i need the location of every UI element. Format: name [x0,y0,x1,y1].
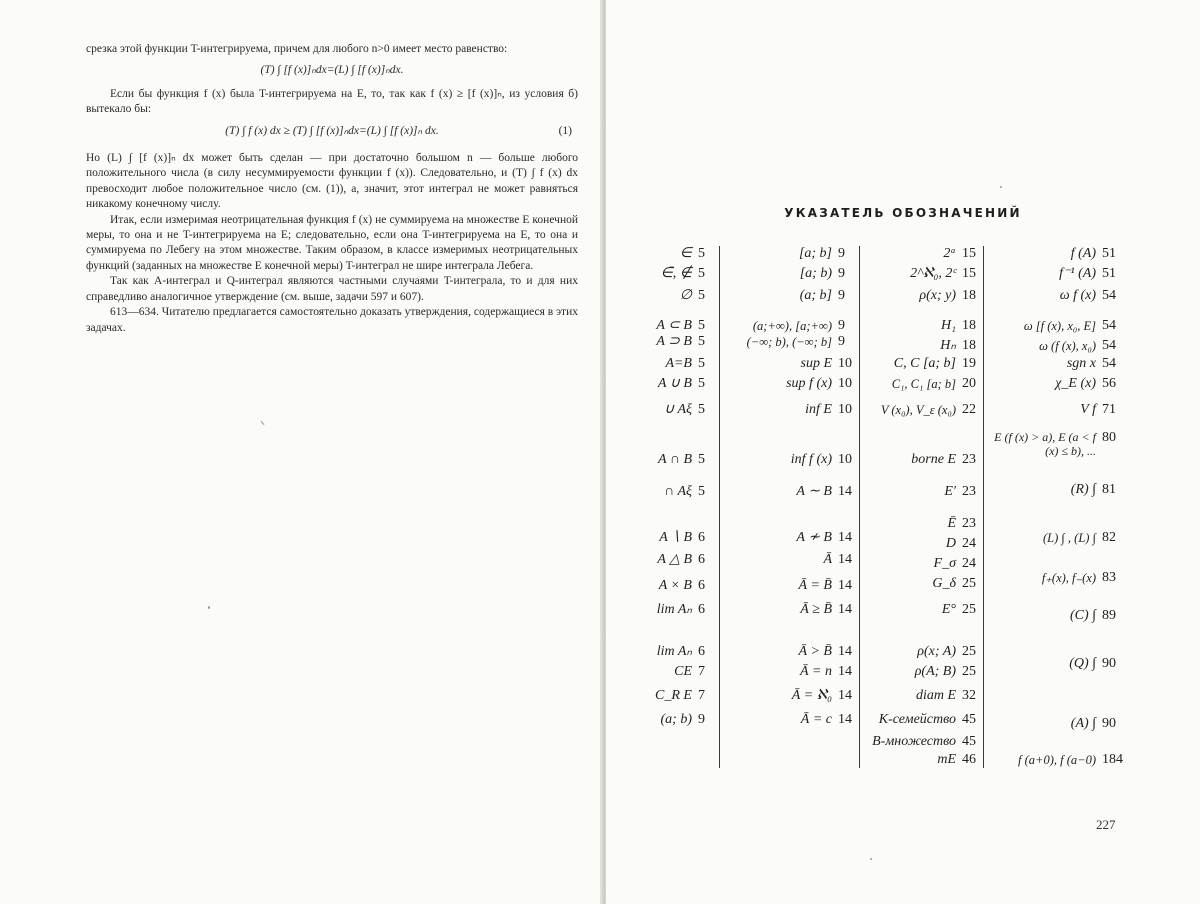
index-page-number: 184 [1102,752,1123,767]
index-symbol: A ⊃ B [656,334,692,349]
index-page-number: 5 [698,484,705,499]
index-entry [720,484,858,500]
index-symbol: Ā = n [800,664,832,679]
index-entry [860,266,982,282]
index-symbol: 2^ℵ₀, 2ᶜ [910,266,956,281]
index-symbol: sup f (x) [786,376,832,391]
index-symbol: (Q) ∫ [1069,656,1096,671]
index-page-number: 10 [838,402,852,417]
index-symbol: C, C [a; b] [893,356,956,371]
index-page-number: 54 [1102,288,1116,303]
index-page-number: 10 [838,356,852,371]
index-page-number: 18 [962,288,976,303]
index-page-number: 14 [838,664,852,679]
index-symbol: D [945,536,956,551]
index-page-number: 7 [698,688,705,703]
index-symbol: E° [941,602,956,617]
index-page-number: 45 [962,734,976,749]
paragraph-3: Но (L) ∫ [f (x)]ₙ dx может быть сделан — при достаточно большом n — больше любого положительного числа (в силу несуммируемости функции f (x)). Следовательно, и (T) ∫ f (x) dx превосходит любое положительное число (см. (1)), а, значит, этот интеграл не может равняться никакому конечному числу. [86,152,578,211]
index-entry [630,318,718,334]
index-page-number: 10 [838,376,852,391]
scan-speck [260,420,265,425]
index-page-number: 83 [1102,570,1116,585]
index-entry [630,246,718,262]
index-page-number: 5 [698,452,705,467]
index-entry [984,338,1124,354]
index-entry [984,288,1124,304]
index-symbol: lim Aₙ [656,602,692,617]
index-entry [720,644,858,660]
index-symbol: H₁ [941,318,956,333]
index-page-number: 51 [1102,266,1116,281]
index-symbol: ∈̄, ∉ [660,266,692,281]
index-entry [860,712,982,728]
index-symbol: A ∼ B [796,484,832,499]
index-symbol: (−∞; b), (−∞; b] [746,335,832,349]
index-symbol: A=B [665,356,692,371]
index-entry [860,246,982,262]
index-entry [720,552,858,568]
index-symbol: (C) ∫ [1070,608,1096,623]
equation-number: (1) [558,124,572,137]
index-page-number: 54 [1102,338,1116,353]
index-symbol: V f [1080,402,1096,417]
index-symbol: Hₙ [940,338,956,353]
index-page-number: 71 [1102,402,1116,417]
column-rule [859,246,860,768]
index-entry [630,644,718,660]
index-entry [630,356,718,372]
index-page-number: 10 [838,452,852,467]
index-entry [860,556,982,572]
index-page-number: 15 [962,246,976,261]
index-entry [860,644,982,660]
index-symbol: f (A) [1070,246,1096,261]
index-page-number: 9 [838,246,845,261]
index-entry [630,288,718,304]
index-page-number: 5 [698,334,705,349]
index-entry [720,334,858,350]
index-page-number: 24 [962,556,976,571]
index-entry [984,482,1124,498]
index-symbol: (a; b) [660,712,692,727]
index-entry [630,664,718,680]
index-entry [630,578,718,594]
index-entry [984,356,1124,372]
index-symbol: C_R E [655,688,692,703]
index-symbol: A △ B [657,552,692,567]
index-entry [720,288,858,304]
index-page-number: 6 [698,552,705,567]
index-page-number: 23 [962,452,976,467]
index-symbol: B-множество [872,734,956,749]
scan-speck [208,606,210,609]
index-page-number: 9 [838,288,845,303]
index-entry [720,402,858,418]
index-entry [630,402,718,418]
paragraph-5: Так как A-интеграл и Q-интеграл являются частными случаями T-интеграла, то и для них справедливо аналогичное утверждение (см. выше, задачи 597 и 607). [86,275,578,303]
index-entry [630,712,718,728]
index-entry [720,712,858,728]
index-symbol: Ā = c [800,712,832,727]
index-symbol: (L) ∫ , (L) ∫ [1042,531,1096,545]
index-entry [984,376,1124,392]
index-symbol: Ā [823,552,832,567]
index-page-number: 14 [838,552,852,567]
index-symbol: ∪ Aξ [663,402,692,417]
index-symbol: A ⊂ B [656,318,692,333]
index-page-number: 15 [962,266,976,281]
index-symbol: f (a+0), f (a−0) [1018,753,1096,767]
index-page-number: 9 [838,318,845,333]
index-symbol: Ā = ℵ₀ [791,688,832,703]
paragraph-2: Если бы функция f (x) была T-интегрируема на E, то, так как f (x) ≥ [f (x)]ₙ, из условия б) вытекало бы: [86,87,578,116]
paragraph-6: 613—634. Читателю предлагается самостоятельно доказать утверждения, содержащиеся в этих задачах. [86,306,578,334]
index-entry [984,656,1124,672]
index-entry [984,318,1124,334]
index-page-number: 25 [962,576,976,591]
index-page-number: 7 [698,664,705,679]
index-symbol: diam E [915,688,956,703]
index-entry [860,376,982,392]
index-symbol: Ē [947,516,956,531]
column-rule [719,246,720,768]
index-page-number: 5 [698,288,705,303]
index-page-number: 23 [962,516,976,531]
index-entry [860,484,982,500]
formula-1-text: (T) ∫ [f (x)]ₙdx=(L) ∫ [f (x)]ₙdx. [260,64,404,77]
index-entry [860,516,982,532]
index-title: УКАЗАТЕЛЬ ОБОЗНАЧЕНИЙ [784,206,1022,220]
index-page-number: 25 [962,644,976,659]
index-entry [860,288,982,304]
index-symbol: ω [f (x), x₀, E] [1023,319,1096,333]
index-symbol: (a;+∞), [a;+∞) [752,319,832,333]
index-symbol: A ∪ B [657,376,692,391]
index-page-number: 14 [838,530,852,545]
index-page-number: 14 [838,712,852,727]
index-symbol: f₊(x), f₋(x) [1041,571,1096,585]
index-page-number: 25 [962,602,976,617]
index-page-number: 14 [838,644,852,659]
index-page-number: 54 [1102,318,1116,333]
index-page-number: 45 [962,712,976,727]
index-symbol: C₁, C₁ [a; b] [891,377,956,391]
index-page-number: 82 [1102,530,1116,545]
index-entry [630,530,718,546]
index-symbol: ω f (x) [1059,288,1096,303]
index-entry [860,338,982,354]
index-symbol: inf E [805,402,832,417]
index-entry [860,318,982,334]
index-entry [630,602,718,618]
index-page-number: 14 [838,688,852,703]
index-symbol: f⁻¹ (A) [1059,266,1096,281]
formula-2 [86,124,578,139]
formula-1 [86,63,578,78]
index-entry [860,402,982,418]
index-entry [860,664,982,680]
index-symbol: (A) ∫ [1070,716,1096,731]
index-symbol: mE [937,752,956,767]
index-entry [860,576,982,592]
index-entry [860,602,982,618]
index-entry [720,266,858,282]
index-symbol: lim Aₙ [656,644,692,659]
index-entry [860,688,982,704]
index-page-number: 90 [1102,716,1116,731]
index-entry [720,452,858,468]
index-symbol: sgn x [1066,356,1096,371]
index-symbol: V (x₀), V_ε (x₀) [880,403,956,417]
index-symbol: ρ(A; B) [914,664,956,679]
index-page-number: 51 [1102,246,1116,261]
index-page-number: 14 [838,484,852,499]
index-symbol: E′ [944,484,956,499]
index-entry [860,752,982,768]
index-page-number: 90 [1102,656,1116,671]
index-entry [984,716,1124,732]
index-entry [860,356,982,372]
index-page-number: 81 [1102,482,1116,497]
index-entry [630,376,718,392]
index-symbol: F_σ [933,556,956,571]
page-number: 227 [1096,817,1116,832]
index-symbol: E (f (x) > a), E (a < f (x) ≤ b), ... [994,430,1096,458]
index-symbol: ∈ [679,246,692,261]
index-entry [720,318,858,334]
index-entry [984,402,1124,418]
index-entry [720,688,858,704]
index-page-number: 5 [698,266,705,281]
index-page-number: 6 [698,530,705,545]
index-symbol: Ā = B̄ [798,578,832,593]
index-symbol: [a; b] [798,246,832,261]
index-page-number: 9 [838,266,845,281]
index-entry [630,688,718,704]
index-symbol: (R) ∫ [1070,482,1096,497]
index-page-number: 5 [698,318,705,333]
index-symbol: sup E [800,356,832,371]
index-entry [630,266,718,282]
index-page-number: 6 [698,578,705,593]
index-entry [630,552,718,568]
index-symbol: A ∩ B [658,452,692,467]
index-symbol: G_δ [932,576,956,591]
index-symbol: ω (f (x), x₀) [1039,339,1096,353]
index-entry [984,570,1124,586]
index-entry [984,246,1124,262]
index-entry [984,430,1124,458]
index-entry [860,536,982,552]
scan-speck [870,858,872,860]
index-page-number: 25 [962,664,976,679]
index-entry [720,356,858,372]
index-entry [860,452,982,468]
index-page-number: 18 [962,338,976,353]
paragraph-1: срезка этой функции T-интегрируема, причем для любого n>0 имеет место равенство: [86,43,508,55]
index-page-number: 5 [698,376,705,391]
index-entry [720,664,858,680]
index-symbol: borne E [911,452,956,467]
index-symbol: χ_E (x) [1055,376,1096,391]
index-symbol: 2ᵃ [943,246,956,261]
index-symbol: [a; b) [799,266,832,281]
index-entry [860,734,982,750]
index-entry [630,452,718,468]
index-symbol: ∩ Aξ [664,484,692,499]
column-rule [983,246,984,768]
index-page-number: 89 [1102,608,1116,623]
index-page-number: 5 [698,246,705,261]
index-symbol: Ā > B̄ [798,644,832,659]
index-page-number: 22 [962,402,976,417]
index-page-number: 19 [962,356,976,371]
index-page-number: 5 [698,356,705,371]
index-entry [720,578,858,594]
paragraph-4: Итак, если измеримая неотрицательная функция f (x) не суммируема на множестве E конечной меры, то она и не T-интегрируема на E; следовательно, если она T-интегрируема на E, то она и суммируема по Лебегу на этом множестве. Таким образом, в классе измеримых неотрицательных функций (заданных на множестве E конечной меры) T-интеграл не шире интеграла Лебега. [86,213,578,272]
index-entry [984,530,1124,546]
left-page-text [86,42,578,336]
index-symbol: A ∖ B [659,530,692,545]
index-symbol: A × B [658,578,692,593]
index-page-number: 54 [1102,356,1116,371]
index-symbol: inf f (x) [790,452,832,467]
index-page-number: 80 [1102,430,1116,445]
index-page-number: 32 [962,688,976,703]
index-page-number: 5 [698,402,705,417]
index-page-number: 23 [962,484,976,499]
index-entry [630,334,718,350]
index-entry [984,608,1124,624]
index-symbol: Ā ≥ B̄ [800,602,832,617]
index-page-number: 56 [1102,376,1116,391]
index-symbol: CE [674,664,692,679]
index-symbol: K-семейство [878,712,956,727]
scan-speck [1000,186,1002,188]
index-page-number: 20 [962,376,976,391]
index-symbol: ∅ [679,288,692,303]
index-entry [984,752,1124,768]
index-symbol: A ≁ B [796,530,832,545]
index-entry [720,530,858,546]
index-page-number: 6 [698,602,705,617]
index-entry [630,484,718,500]
index-page-number: 46 [962,752,976,767]
index-symbol: (a; b] [799,288,832,303]
index-page-number: 18 [962,318,976,333]
index-page-number: 14 [838,602,852,617]
index-entry [720,246,858,262]
index-page-number: 9 [698,712,705,727]
index-entry [720,602,858,618]
index-page-number: 24 [962,536,976,551]
formula-2-text: (T) ∫ f (x) dx ≥ (T) ∫ [f (x)]ₙdx=(L) ∫ [f (x)]ₙ dx. [225,124,439,137]
index-symbol: ρ(x; A) [917,644,956,659]
index-entry [720,376,858,392]
index-page-number: 9 [838,334,845,349]
index-page-number: 6 [698,644,705,659]
index-page-number: 14 [838,578,852,593]
index-symbol: ρ(x; y) [919,288,956,303]
index-entry [984,266,1124,282]
